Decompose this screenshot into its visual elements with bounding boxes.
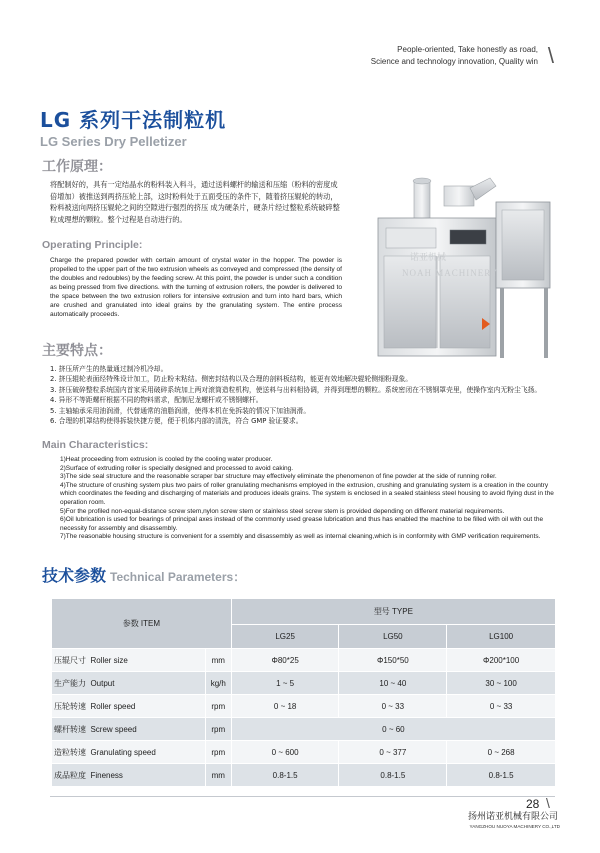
feature-cn-item: 4. 异形不等距螺杆根据不同的物料需求，配制尼龙螺杆或不锈钢螺杆。 <box>50 396 263 405</box>
header-tagline <box>371 44 538 68</box>
feature-en-item: 6)Oil lubrication is used for bearings of principal axes instead of the commonly used grease lubrication and thus has enabled the machine to be filled with oil with out the necessity for assembly and disassembly. <box>60 516 544 532</box>
param-unit: mm <box>205 764 231 787</box>
param-unit: rpm <box>205 695 231 718</box>
param-value: 0 ~ 33 <box>447 695 556 718</box>
principle-text-cn: 将配制好的，具有一定结晶水的粉料装入料斗，通过送料螺杆的输送和压缩（粉料的密度成倍增加）被推送到两挤压轮上部，这时粉料处于五面受压的条件下，随着挤压辊轮的转动，粉料被送向两挤压辊轮之间的空隙进行强烈的挤压 成为硬条片，硬条片经过整粒系统破碎整粒成理想的颗粒。整个过程是自动进行的。 <box>50 180 340 224</box>
tech-title <box>42 566 245 587</box>
tagline-slash-decoration: \ <box>547 43 554 68</box>
company-name-en: YANGZHOU NUOYA MACHINERY CO.,LTD <box>469 824 560 829</box>
feature-en-item: 3)The side seal structure and the reasonable scraper bar structure may effectively eliminate the phenomenon of fine powder at the side of running roller. <box>60 473 497 481</box>
principle-heading-en: Operating Principle: <box>42 239 143 251</box>
param-value: 0 ~ 33 <box>339 695 447 718</box>
model-header: LG25 <box>231 625 339 649</box>
page-number-slash-decoration: \ <box>546 795 550 811</box>
watermark-en: NOAH MACHINERY <box>402 268 499 278</box>
product-photo <box>358 172 558 362</box>
param-name: 压轮转速 Roller speed <box>52 695 206 718</box>
principle-text-en: Charge the prepared powder with certain amount of crystal water in the hopper. The powder is propelled to the upper part of the two extrusion wheels as conveyed and compressed (the density of the doubles and redoubles) by the feeding screw. At this point, the powder is under such a condition as being pressed from five directions. with the turning of extrusion rollers, the powder is delivered to the space between the two extrusion rollers for intensive extrusion and turn into hard bars, which are crushed and granulated into ideal grains by the granulating system. The entire process automatically proceeds. <box>50 257 342 318</box>
param-unit: mm <box>205 649 231 672</box>
tagline-line2: Science and technology innovation, Quality win <box>370 57 538 66</box>
param-name: 成品粒度 Fineness <box>52 764 206 787</box>
feature-cn-item: 1. 挤压所产生的热量通过制冷机冷却。 <box>50 365 168 373</box>
table-row <box>52 718 556 741</box>
param-value: 1 ~ 5 <box>231 672 339 695</box>
feature-en-item: 7)The reasonable housing structure is convenient for a ssembly and disassembly as well as internal cleaning,which is in conformity with GMP verification requirements. <box>60 533 541 541</box>
parameters-table <box>51 598 556 787</box>
param-value: Φ200*100 <box>447 649 556 672</box>
machine-cabinet <box>378 218 499 356</box>
param-name: 螺杆转速 Screw speed <box>52 718 206 741</box>
machine-side-unit <box>496 202 550 358</box>
feature-cn-item: 6. 合理的机罩结构使得拆装快捷方便，便于机体内部的清洗，符合 GMP 验证要求。 <box>50 417 303 426</box>
table-row <box>52 695 556 718</box>
feature-cn-item: 5. 主轴轴承采用油润滑，代替通常的油脂润滑，使得本机在免拆装的情况下加油润滑。 <box>50 406 311 415</box>
feature-cn-item: 3. 挤压破碎整粒系统国内首家采用破碎系统加上两对滚筒造粒机构，使送料与出料相协调，并得到理想的颗粒。系统密闭在不锈钢罩壳里，使操作室内无粉尘飞扬。 <box>50 385 542 394</box>
param-unit: kg/h <box>205 672 231 695</box>
param-value: 30 ~ 100 <box>447 672 556 695</box>
param-value: 0.8-1.5 <box>447 764 556 787</box>
feature-en-item: 4)The structure of crushing system plus two pairs of roller granulating mechanisms employed in the extrusion, crushing and granulating system is a creation in the country which coordinates the feeding and discharging of materials and produces ideals grains. The system is enclosed in a sealed stainless steel housing to avoid flying dust in the operation room. <box>60 481 554 506</box>
param-value: Φ150*50 <box>339 649 447 672</box>
param-unit: rpm <box>205 741 231 764</box>
features-list-cn <box>50 364 550 426</box>
features-list-en <box>50 456 555 542</box>
param-value: 0 ~ 18 <box>231 695 339 718</box>
features-heading-en: Main Characteristics: <box>42 439 149 451</box>
feature-en-item: 5)For the profiled non-equal-distance screw stem,nylon screw stem or stainless steel screw stem is provided depending on different material requirements. <box>60 507 505 515</box>
page-title-cn: LG 系列干法制粒机 <box>40 108 227 132</box>
page-title-en: LG Series Dry Pelletizer <box>40 134 187 149</box>
tagline-line1: People-oriented, Take honestly as road, <box>397 45 538 54</box>
table-row <box>52 672 556 695</box>
param-value-merged: 0 ~ 60 <box>231 718 555 741</box>
param-name: 造粒转速 Granulating speed <box>52 741 206 764</box>
param-value: 0.8-1.5 <box>231 764 339 787</box>
param-value: 0 ~ 377 <box>339 741 447 764</box>
model-header: LG100 <box>447 625 556 649</box>
feature-en-item: 1)Heat proceeding from extrusion is cooled by the cooling water producer. <box>60 456 273 463</box>
table-row <box>52 741 556 764</box>
type-header: 型号 TYPE <box>231 599 555 625</box>
param-name: 生产能力 Output <box>52 672 206 695</box>
footer-divider <box>50 796 555 797</box>
feature-en-item: 2)Surface of extruding roller is specially designed and processed to avoid caking. <box>60 464 294 472</box>
param-value: 0 ~ 600 <box>231 741 339 764</box>
model-header: LG50 <box>339 625 447 649</box>
table-row <box>52 764 556 787</box>
param-unit: rpm <box>205 718 231 741</box>
table-row <box>52 649 556 672</box>
feature-cn-item: 2. 挤压辊轮表面经特殊设计加工，防止粉末粘结。侧密封结构以及合理的剖料板结构，能更有效地解决辊轮侧细粉现象。 <box>50 375 413 384</box>
param-value: 0 ~ 268 <box>447 741 556 764</box>
page-number: 28 <box>526 797 540 811</box>
tech-title-cn: 技术参数 <box>42 566 107 585</box>
tech-title-en: Technical Parameters： <box>110 570 246 584</box>
param-name: 压辊尺寸 Roller size <box>52 649 206 672</box>
param-item-header: 参数 ITEM <box>52 599 232 649</box>
param-value: 10 ~ 40 <box>339 672 447 695</box>
company-name-cn: 扬州诺亚机械有限公司 <box>467 812 558 822</box>
principle-heading-cn: 工作原理： <box>42 159 112 175</box>
machine-hopper <box>413 178 496 222</box>
features-heading-cn: 主要特点： <box>42 343 112 359</box>
watermark-cn: 诺亚机械 <box>410 253 447 263</box>
param-value: 0.8-1.5 <box>339 764 447 787</box>
param-value: Φ80*25 <box>231 649 339 672</box>
